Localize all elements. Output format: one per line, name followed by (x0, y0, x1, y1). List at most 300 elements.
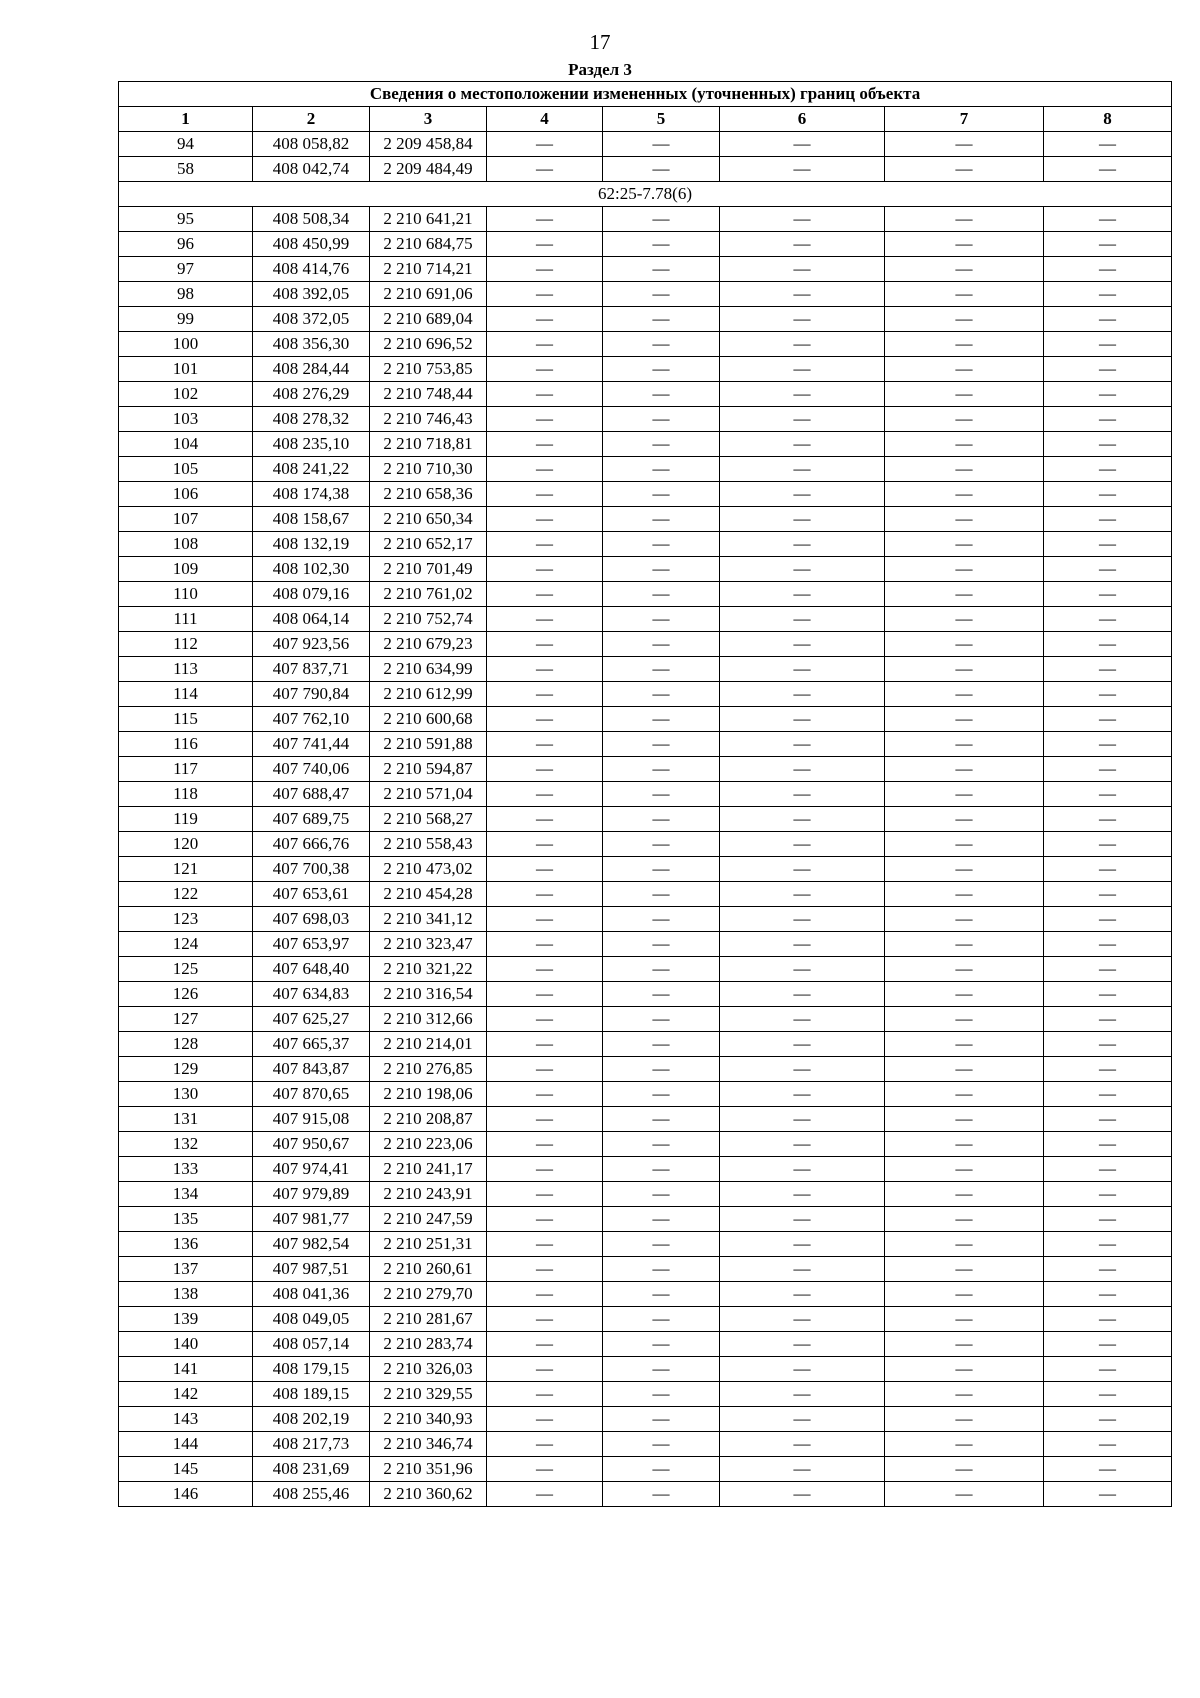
coordinate-y: 2 210 251,31 (370, 1232, 487, 1257)
dash-cell: — (1044, 1407, 1172, 1432)
dash-cell: — (885, 1382, 1044, 1407)
dash-cell: — (885, 1107, 1044, 1132)
coordinate-x: 408 179,15 (253, 1357, 370, 1382)
coordinate-y: 2 210 658,36 (370, 482, 487, 507)
dash-cell: — (885, 682, 1044, 707)
dash-cell: — (1044, 157, 1172, 182)
coordinate-y: 2 210 326,03 (370, 1357, 487, 1382)
point-number: 100 (119, 332, 253, 357)
coordinate-x: 407 762,10 (253, 707, 370, 732)
table-row (119, 632, 1172, 657)
coordinate-y: 2 210 591,88 (370, 732, 487, 757)
dash-cell: — (1044, 557, 1172, 582)
coordinate-y: 2 210 558,43 (370, 832, 487, 857)
coordinate-y: 2 210 571,04 (370, 782, 487, 807)
dash-cell: — (1044, 507, 1172, 532)
dash-cell: — (720, 1457, 885, 1482)
dash-cell: — (603, 682, 720, 707)
dash-cell: — (885, 532, 1044, 557)
dash-cell: — (603, 1057, 720, 1082)
point-number: 145 (119, 1457, 253, 1482)
table-row (119, 557, 1172, 582)
coordinate-y: 2 210 568,27 (370, 807, 487, 832)
coordinate-y: 2 210 691,06 (370, 282, 487, 307)
dash-cell: — (487, 1432, 603, 1457)
coordinate-y: 2 210 650,34 (370, 507, 487, 532)
dash-cell: — (1044, 907, 1172, 932)
point-number: 97 (119, 257, 253, 282)
dash-cell: — (885, 307, 1044, 332)
coordinate-x: 407 666,76 (253, 832, 370, 857)
point-number: 114 (119, 682, 253, 707)
dash-cell: — (720, 457, 885, 482)
dash-cell: — (487, 1357, 603, 1382)
coordinate-y: 2 210 761,02 (370, 582, 487, 607)
dash-cell: — (487, 907, 603, 932)
dash-cell: — (885, 382, 1044, 407)
dash-cell: — (720, 1282, 885, 1307)
table-row (119, 1257, 1172, 1282)
dash-cell: — (1044, 707, 1172, 732)
dash-cell: — (487, 1157, 603, 1182)
table-row (119, 307, 1172, 332)
dash-cell: — (1044, 632, 1172, 657)
point-number: 130 (119, 1082, 253, 1107)
point-number: 138 (119, 1282, 253, 1307)
table-row (119, 282, 1172, 307)
dash-cell: — (603, 457, 720, 482)
dash-cell: — (1044, 1307, 1172, 1332)
coordinate-x: 407 688,47 (253, 782, 370, 807)
point-number: 141 (119, 1357, 253, 1382)
point-number: 58 (119, 157, 253, 182)
dash-cell: — (720, 557, 885, 582)
table-row (119, 332, 1172, 357)
coordinate-x: 408 174,38 (253, 482, 370, 507)
dash-cell: — (603, 782, 720, 807)
dash-cell: — (885, 607, 1044, 632)
dash-cell: — (885, 1482, 1044, 1507)
coordinate-x: 408 058,82 (253, 132, 370, 157)
coordinate-x: 408 041,36 (253, 1282, 370, 1307)
dash-cell: — (720, 932, 885, 957)
point-number: 103 (119, 407, 253, 432)
dash-cell: — (885, 357, 1044, 382)
dash-cell: — (487, 707, 603, 732)
dash-cell: — (720, 732, 885, 757)
dash-cell: — (603, 407, 720, 432)
dash-cell: — (885, 232, 1044, 257)
dash-cell: — (720, 357, 885, 382)
dash-cell: — (1044, 232, 1172, 257)
dash-cell: — (603, 1457, 720, 1482)
point-number: 124 (119, 932, 253, 957)
coordinate-x: 407 950,67 (253, 1132, 370, 1157)
dash-cell: — (487, 1482, 603, 1507)
dash-cell: — (1044, 357, 1172, 382)
coordinate-y: 2 210 329,55 (370, 1382, 487, 1407)
dash-cell: — (1044, 857, 1172, 882)
point-number: 134 (119, 1182, 253, 1207)
coordinate-y: 2 210 454,28 (370, 882, 487, 907)
dash-cell: — (720, 132, 885, 157)
dash-cell: — (720, 907, 885, 932)
dash-cell: — (885, 1057, 1044, 1082)
point-number: 126 (119, 982, 253, 1007)
coordinate-x: 407 982,54 (253, 1232, 370, 1257)
dash-cell: — (1044, 1357, 1172, 1382)
dash-cell: — (603, 1007, 720, 1032)
table-row (119, 232, 1172, 257)
coordinate-x: 407 634,83 (253, 982, 370, 1007)
dash-cell: — (885, 157, 1044, 182)
dash-cell: — (603, 232, 720, 257)
table-row (119, 382, 1172, 407)
coordinate-x: 408 189,15 (253, 1382, 370, 1407)
column-number: 7 (885, 107, 1044, 132)
dash-cell: — (720, 1332, 885, 1357)
dash-cell: — (603, 982, 720, 1007)
dash-cell: — (487, 232, 603, 257)
coordinate-x: 407 741,44 (253, 732, 370, 757)
point-number: 125 (119, 957, 253, 982)
dash-cell: — (487, 1407, 603, 1432)
dash-cell: — (1044, 1032, 1172, 1057)
caption-row (119, 82, 1172, 107)
dash-cell: — (720, 332, 885, 357)
coordinate-x: 408 414,76 (253, 257, 370, 282)
dash-cell: — (603, 1432, 720, 1457)
dash-cell: — (487, 307, 603, 332)
point-number: 112 (119, 632, 253, 657)
coordinate-y: 2 209 484,49 (370, 157, 487, 182)
coordinate-x: 408 241,22 (253, 457, 370, 482)
point-number: 113 (119, 657, 253, 682)
table-row (119, 1107, 1172, 1132)
dash-cell: — (1044, 207, 1172, 232)
dash-cell: — (487, 782, 603, 807)
dash-cell: — (1044, 257, 1172, 282)
dash-cell: — (720, 882, 885, 907)
coordinate-y: 2 210 279,70 (370, 1282, 487, 1307)
coordinate-x: 408 276,29 (253, 382, 370, 407)
table-row (119, 757, 1172, 782)
coordinate-y: 2 210 718,81 (370, 432, 487, 457)
point-number: 107 (119, 507, 253, 532)
coordinate-y: 2 209 458,84 (370, 132, 487, 157)
dash-cell: — (885, 632, 1044, 657)
dash-cell: — (487, 982, 603, 1007)
dash-cell: — (885, 807, 1044, 832)
column-number: 6 (720, 107, 885, 132)
table-row (119, 782, 1172, 807)
dash-cell: — (487, 1232, 603, 1257)
dash-cell: — (487, 732, 603, 757)
dash-cell: — (603, 132, 720, 157)
dash-cell: — (487, 857, 603, 882)
dash-cell: — (720, 1157, 885, 1182)
coordinate-y: 2 210 260,61 (370, 1257, 487, 1282)
dash-cell: — (487, 957, 603, 982)
coordinate-x: 408 284,44 (253, 357, 370, 382)
dash-cell: — (1044, 982, 1172, 1007)
dash-cell: — (487, 132, 603, 157)
dash-cell: — (720, 507, 885, 532)
dash-cell: — (885, 1182, 1044, 1207)
dash-cell: — (720, 1432, 885, 1457)
table-row (119, 132, 1172, 157)
coordinate-y: 2 210 323,47 (370, 932, 487, 957)
coordinate-x: 408 042,74 (253, 157, 370, 182)
coordinate-y: 2 210 283,74 (370, 1332, 487, 1357)
dash-cell: — (885, 707, 1044, 732)
dash-cell: — (720, 607, 885, 632)
coordinate-x: 408 356,30 (253, 332, 370, 357)
dash-cell: — (603, 207, 720, 232)
dash-cell: — (885, 657, 1044, 682)
dash-cell: — (603, 1307, 720, 1332)
coordinate-y: 2 210 340,93 (370, 1407, 487, 1432)
dash-cell: — (720, 1307, 885, 1332)
dash-cell: — (885, 457, 1044, 482)
coordinate-y: 2 210 684,75 (370, 232, 487, 257)
dash-cell: — (885, 957, 1044, 982)
dash-cell: — (1044, 432, 1172, 457)
dash-cell: — (720, 857, 885, 882)
dash-cell: — (603, 432, 720, 457)
dash-cell: — (720, 307, 885, 332)
dash-cell: — (885, 1132, 1044, 1157)
coordinate-x: 407 653,97 (253, 932, 370, 957)
table-row (119, 582, 1172, 607)
dash-cell: — (885, 482, 1044, 507)
coordinate-y: 2 210 346,74 (370, 1432, 487, 1457)
dash-cell: — (1044, 332, 1172, 357)
dash-cell: — (487, 557, 603, 582)
dash-cell: — (603, 557, 720, 582)
coordinate-x: 408 202,19 (253, 1407, 370, 1432)
dash-cell: — (720, 532, 885, 557)
dash-cell: — (603, 1207, 720, 1232)
coordinate-y: 2 210 679,23 (370, 632, 487, 657)
table-row (119, 532, 1172, 557)
dash-cell: — (720, 682, 885, 707)
coordinate-x: 407 689,75 (253, 807, 370, 832)
dash-cell: — (603, 582, 720, 607)
point-number: 104 (119, 432, 253, 457)
point-number: 136 (119, 1232, 253, 1257)
dash-cell: — (603, 907, 720, 932)
dash-cell: — (1044, 307, 1172, 332)
point-number: 118 (119, 782, 253, 807)
dash-cell: — (1044, 1432, 1172, 1457)
point-number: 132 (119, 1132, 253, 1157)
coordinate-y: 2 210 198,06 (370, 1082, 487, 1107)
dash-cell: — (720, 957, 885, 982)
dash-cell: — (603, 1357, 720, 1382)
point-number: 101 (119, 357, 253, 382)
column-number: 1 (119, 107, 253, 132)
dash-cell: — (885, 1457, 1044, 1482)
dash-cell: — (720, 1182, 885, 1207)
dash-cell: — (487, 407, 603, 432)
dash-cell: — (1044, 582, 1172, 607)
dash-cell: — (1044, 282, 1172, 307)
point-number: 143 (119, 1407, 253, 1432)
point-number: 122 (119, 882, 253, 907)
table-row (119, 257, 1172, 282)
coordinate-y: 2 210 243,91 (370, 1182, 487, 1207)
point-number: 119 (119, 807, 253, 832)
coordinate-y: 2 210 600,68 (370, 707, 487, 732)
point-number: 123 (119, 907, 253, 932)
dash-cell: — (720, 482, 885, 507)
table-row (119, 157, 1172, 182)
point-number: 135 (119, 1207, 253, 1232)
dash-cell: — (1044, 1257, 1172, 1282)
coordinate-y: 2 210 689,04 (370, 307, 487, 332)
dash-cell: — (603, 157, 720, 182)
table-row (119, 732, 1172, 757)
dash-cell: — (487, 882, 603, 907)
coordinate-x: 407 843,87 (253, 1057, 370, 1082)
table-row (119, 1157, 1172, 1182)
column-number: 3 (370, 107, 487, 132)
dash-cell: — (1044, 532, 1172, 557)
coordinate-y: 2 210 748,44 (370, 382, 487, 407)
dash-cell: — (885, 282, 1044, 307)
dash-cell: — (1044, 957, 1172, 982)
point-number: 96 (119, 232, 253, 257)
point-number: 94 (119, 132, 253, 157)
dash-cell: — (1044, 732, 1172, 757)
dash-cell: — (720, 582, 885, 607)
dash-cell: — (603, 307, 720, 332)
coordinate-y: 2 210 316,54 (370, 982, 487, 1007)
point-number: 137 (119, 1257, 253, 1282)
column-number-row (119, 107, 1172, 132)
dash-cell: — (603, 807, 720, 832)
dash-cell: — (487, 507, 603, 532)
dash-cell: — (487, 382, 603, 407)
dash-cell: — (885, 1157, 1044, 1182)
dash-cell: — (603, 1382, 720, 1407)
coordinate-x: 407 790,84 (253, 682, 370, 707)
coordinate-y: 2 210 241,17 (370, 1157, 487, 1182)
dash-cell: — (603, 1182, 720, 1207)
dash-cell: — (885, 1032, 1044, 1057)
dash-cell: — (1044, 457, 1172, 482)
dash-cell: — (487, 357, 603, 382)
coordinate-y: 2 210 312,66 (370, 1007, 487, 1032)
dash-cell: — (603, 1257, 720, 1282)
dash-cell: — (487, 332, 603, 357)
dash-cell: — (720, 782, 885, 807)
table-row (119, 482, 1172, 507)
dash-cell: — (1044, 682, 1172, 707)
dash-cell: — (720, 432, 885, 457)
dash-cell: — (487, 1307, 603, 1332)
coordinate-x: 407 974,41 (253, 1157, 370, 1182)
dash-cell: — (603, 357, 720, 382)
dash-cell: — (720, 1407, 885, 1432)
coordinate-y: 2 210 208,87 (370, 1107, 487, 1132)
dash-cell: — (487, 432, 603, 457)
dash-cell: — (1044, 1332, 1172, 1357)
dash-cell: — (1044, 1232, 1172, 1257)
point-number: 144 (119, 1432, 253, 1457)
coordinate-y: 2 210 594,87 (370, 757, 487, 782)
dash-cell: — (603, 632, 720, 657)
coordinate-x: 408 158,67 (253, 507, 370, 532)
column-number: 5 (603, 107, 720, 132)
dash-cell: — (603, 482, 720, 507)
dash-cell: — (885, 982, 1044, 1007)
coordinate-x: 407 837,71 (253, 657, 370, 682)
dash-cell: — (885, 1357, 1044, 1382)
dash-cell: — (603, 882, 720, 907)
point-number: 128 (119, 1032, 253, 1057)
table-row (119, 407, 1172, 432)
dash-cell: — (1044, 1132, 1172, 1157)
group-label: 62:25-7.78(6) (119, 182, 1172, 207)
table-row (119, 1207, 1172, 1232)
table-row (119, 707, 1172, 732)
dash-cell: — (1044, 1157, 1172, 1182)
coordinate-x: 407 923,56 (253, 632, 370, 657)
dash-cell: — (720, 982, 885, 1007)
dash-cell: — (885, 432, 1044, 457)
point-number: 139 (119, 1307, 253, 1332)
dash-cell: — (603, 1232, 720, 1257)
dash-cell: — (1044, 757, 1172, 782)
coordinate-x: 407 740,06 (253, 757, 370, 782)
coordinate-x: 407 981,77 (253, 1207, 370, 1232)
coordinate-y: 2 210 351,96 (370, 1457, 487, 1482)
dash-cell: — (487, 1207, 603, 1232)
dash-cell: — (1044, 1457, 1172, 1482)
table-row (119, 807, 1172, 832)
table-row (119, 982, 1172, 1007)
dash-cell: — (603, 1407, 720, 1432)
dash-cell: — (720, 632, 885, 657)
dash-cell: — (487, 1382, 603, 1407)
dash-cell: — (487, 1282, 603, 1307)
dash-cell: — (1044, 407, 1172, 432)
coordinate-x: 407 625,27 (253, 1007, 370, 1032)
table-row (119, 1457, 1172, 1482)
table-caption: Сведения о местоположении измененных (уточненных) границ объекта (119, 82, 1172, 107)
coordinate-y: 2 210 634,99 (370, 657, 487, 682)
table-row (119, 657, 1172, 682)
dash-cell: — (487, 157, 603, 182)
table-row (119, 457, 1172, 482)
point-number: 121 (119, 857, 253, 882)
coordinate-x: 408 217,73 (253, 1432, 370, 1457)
dash-cell: — (1044, 1282, 1172, 1307)
coordinate-x: 408 231,69 (253, 1457, 370, 1482)
dash-cell: — (1044, 607, 1172, 632)
table-row (119, 1332, 1172, 1357)
dash-cell: — (720, 207, 885, 232)
coordinate-x: 407 648,40 (253, 957, 370, 982)
dash-cell: — (885, 907, 1044, 932)
table-body (119, 82, 1172, 1507)
coordinate-y: 2 210 714,21 (370, 257, 487, 282)
coordinate-x: 407 653,61 (253, 882, 370, 907)
coordinate-y: 2 210 281,67 (370, 1307, 487, 1332)
coordinate-x: 407 700,38 (253, 857, 370, 882)
